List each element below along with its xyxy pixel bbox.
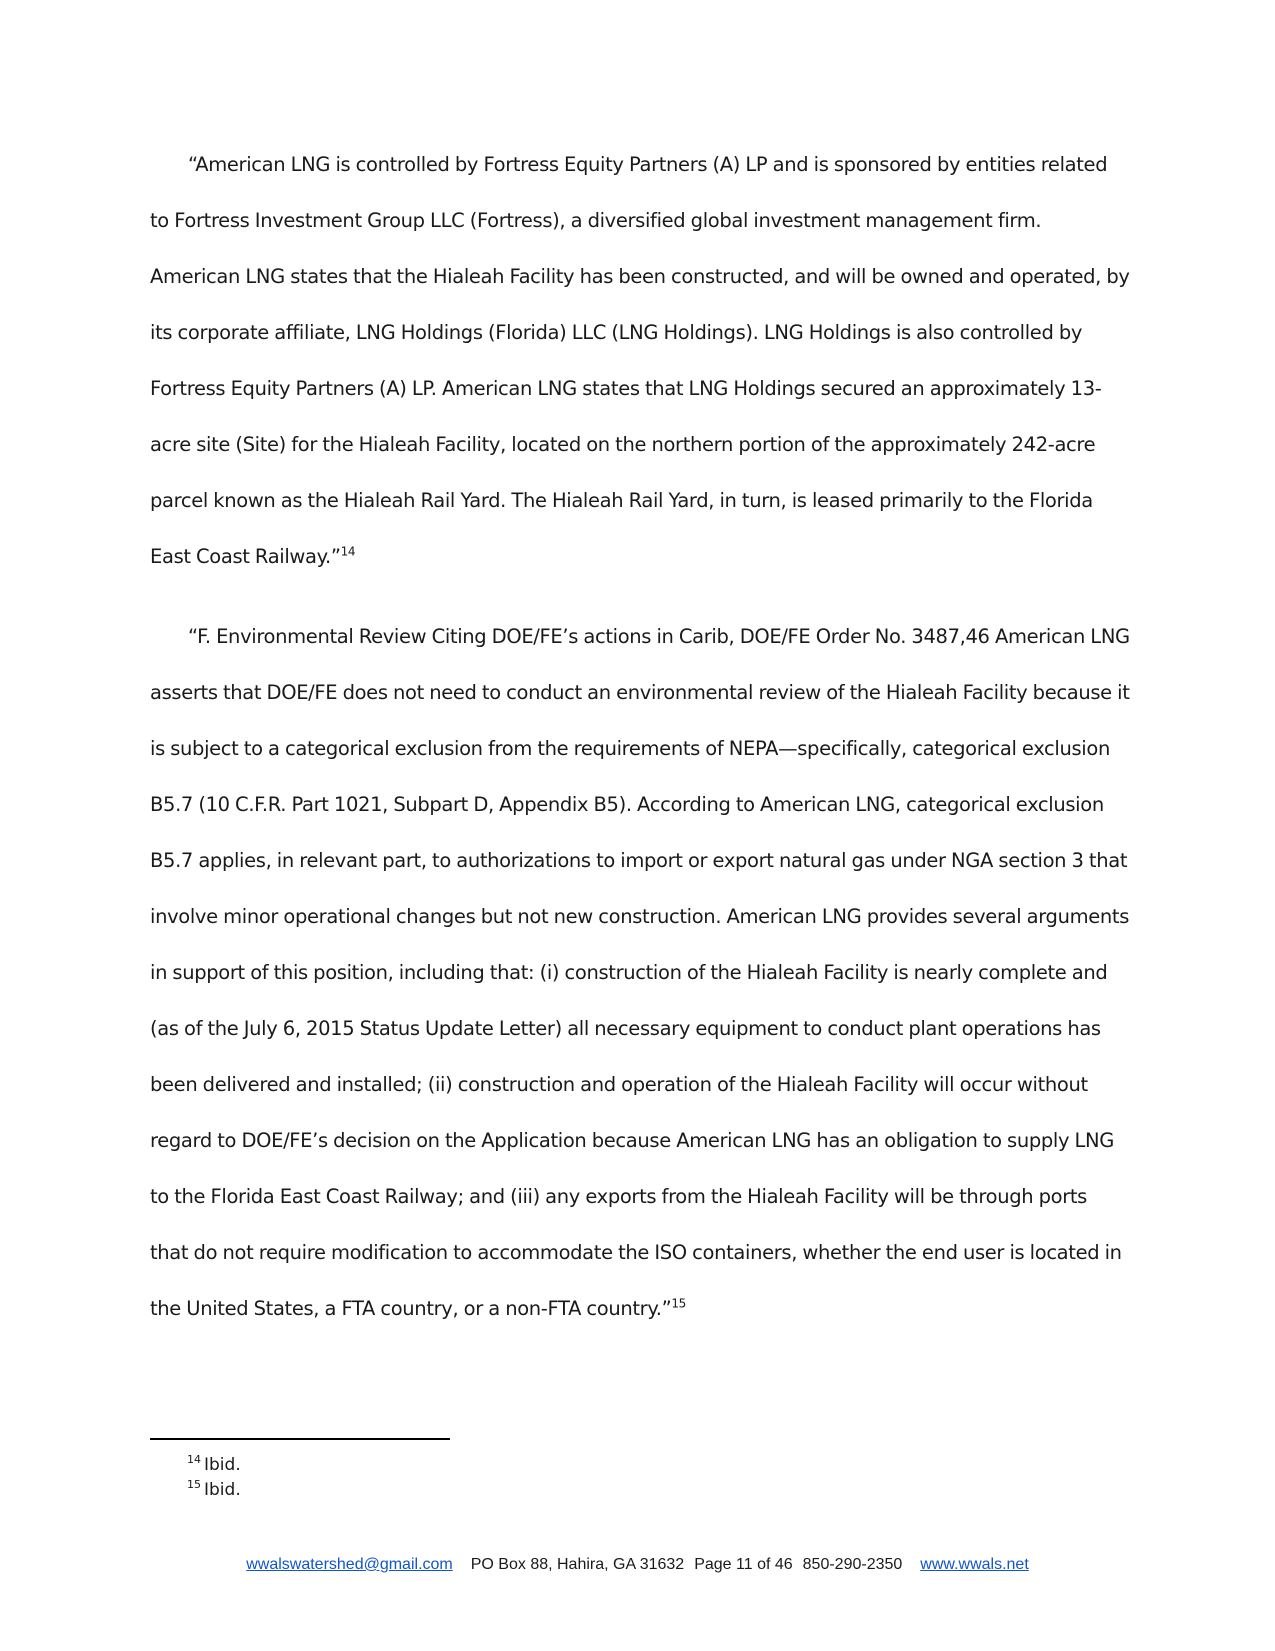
footnote-number: 15 xyxy=(187,1478,201,1492)
quote-paragraph-american-lng xyxy=(150,137,1130,585)
footer-address: PO Box 88, Hahira, GA 31632 xyxy=(470,1556,685,1573)
paragraph-text: “American LNG is controlled by Fortress Equity Partners (A) LP and is sponsored by entities related to Fortress Investment Group LLC (Fortress), a diversified global investment management firm. American LNG states that the Hialeah Facility has been constructed, and will be owned and operated, by its corporate affiliate, LNG Holdings (Florida) LLC (LNG Holdings). LNG Holdings is also controlled by Fortress Equity Partners (A) LP. American LNG states that LNG Holdings secured an approximately 13-acre site (Site) for the Hialeah Facility, located on the northern portion of the approximately 242-acre parcel known as the Hialeah Rail Yard. The Hialeah Rail Yard, in turn, is leased primarily to the Florida East Coast Railway.” xyxy=(150,153,1130,568)
footer-phone: 850-290-2350 xyxy=(802,1556,903,1573)
paragraph-text: “F. Environmental Review Citing DOE/FE’s actions in Carib, DOE/FE Order No. 3487,46 American LNG asserts that DOE/FE does not need to conduct an environmental review of the Hialeah Facility because it is subject to a categorical exclusion from the requirements of NEPA—specifically, categorical exclusion B5.7 (10 C.F.R. Part 1021, Subpart D, Appendix B5). According to American LNG, categorical exclusion B5.7 applies, in relevant part, to authorizations to import or export natural gas under NGA section 3 that involve minor operational changes but not new construction. American LNG provides several arguments in support of this position, including that: (i) construction of the Hialeah Facility is nearly complete and (as of the July 6, 2015 Status Update Letter) all necessary equipment to conduct plant operations has been delivered and installed; (ii) construction and operation of the Hialeah Facility will occur without regard to DOE/FE’s decision on the Application because American LNG has an obligation to supply LNG to the Florida East Coast Railway; and (iii) any exports from the Hialeah Facility will be through ports that do not require modification to accommodate the ISO containers, whether the end user is located in the United States, a FTA country, or a non-FTA country.” xyxy=(150,625,1130,1320)
website-link[interactable]: www.wwals.net xyxy=(920,1556,1029,1573)
email-link[interactable]: wwalswatershed@gmail.com xyxy=(246,1556,453,1573)
footnotes xyxy=(187,1453,241,1503)
footnote-text: Ibid. xyxy=(204,1480,241,1500)
footnote-text: Ibid. xyxy=(204,1455,241,1475)
footnote-reference[interactable]: 15 xyxy=(671,1296,686,1311)
footnote-reference[interactable]: 14 xyxy=(340,544,356,559)
page-footer xyxy=(0,1556,1275,1574)
footnote-separator xyxy=(150,1438,450,1440)
footnote xyxy=(187,1478,241,1503)
page-number: Page 11 of 46 xyxy=(694,1556,793,1573)
quote-paragraph-environmental-review xyxy=(150,609,1130,1337)
footnote xyxy=(187,1453,241,1478)
footnote-number: 14 xyxy=(187,1453,201,1467)
